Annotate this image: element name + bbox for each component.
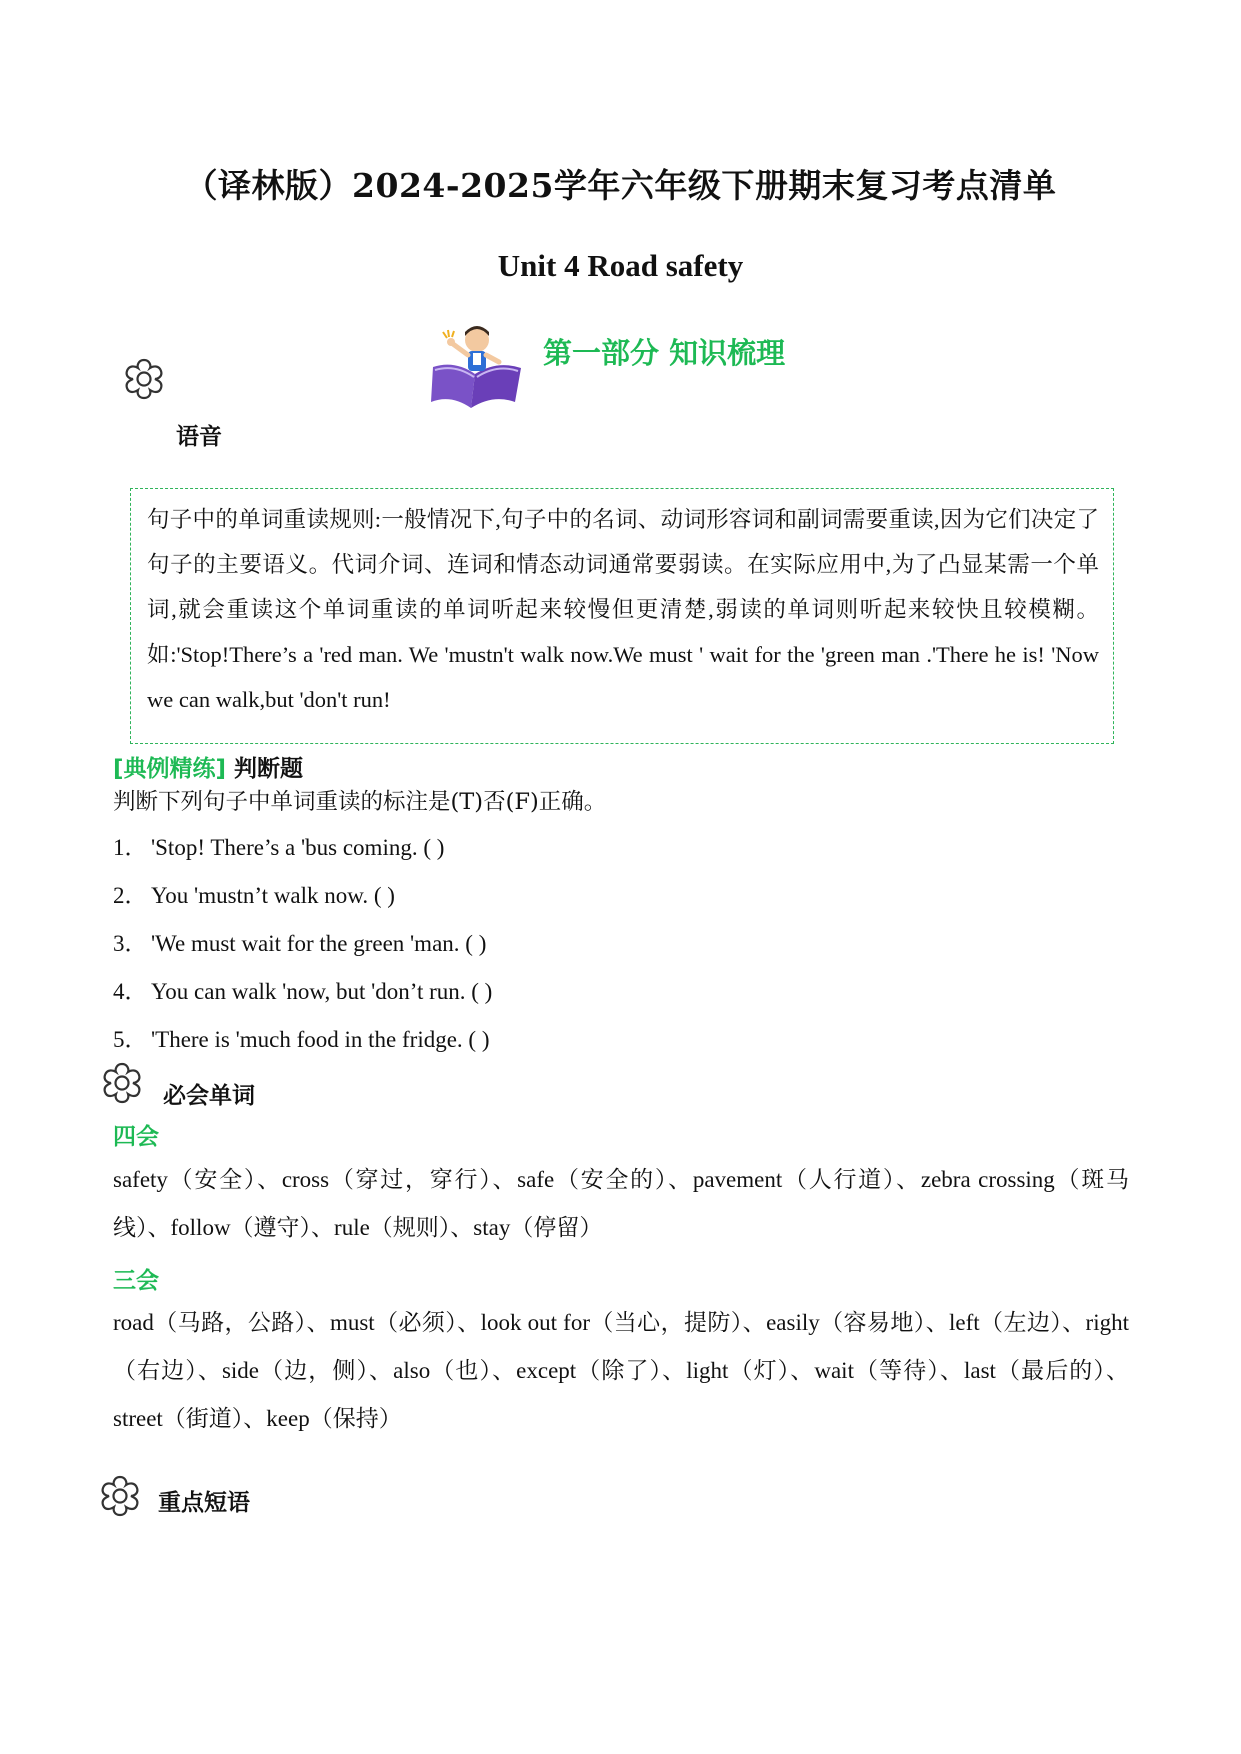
exercise-item: [113, 1022, 492, 1070]
phonetics-rule-text: 句子中的单词重读规则:一般情况下,句子中的名词、动词形容词和副词需要重读,因为它们决定了句子的主要语义。代词介词、连词和情态动词通常要弱读。在实际应用中,为了凸显某需一个单词,就会重读这个单词重读的单词听起来较慢但更清楚,弱读的单词则听起来较快且较模糊。如:'Stop!There’s a 'red man. We 'mustn't walk now.We must ' wait for the 'green man .'There he is! 'Now we can walk,but 'don't run!: [147, 507, 1099, 712]
flower-icon: [96, 1472, 144, 1520]
exercise-label-tag: [典例精练]: [113, 756, 227, 782]
exercise-item: [113, 878, 492, 926]
boy-with-book-icon: [425, 322, 527, 410]
four-skills-label: 四会: [113, 1124, 159, 1150]
exercise-list: [113, 830, 492, 1070]
item-text: 'There is 'much food in the fridge. ( ): [151, 1027, 490, 1052]
item-number: 4．: [113, 979, 148, 1004]
item-text: You 'mustn’t walk now. ( ): [151, 883, 395, 908]
exercise-item: [113, 974, 492, 1022]
flower-icon: [98, 1059, 146, 1107]
item-text: 'Stop! There’s a 'bus coming. ( ): [151, 835, 445, 860]
section-heading-phrases: 重点短语: [158, 1490, 250, 1516]
exercise-item: [113, 926, 492, 974]
four-skills-words: safety（安全）、cross（穿过，穿行）、safe（安全的）、pavement（人行道）、zebra crossing（斑马线）、follow（遵守）、rule（规则）、stay（停留）: [113, 1167, 1129, 1240]
exercise-item: [113, 830, 492, 878]
three-skills-words: road（马路，公路）、must（必须）、look out for（当心，提防）、easily（容易地）、left（左边）、right（右边）、side（边，侧）、also（也）、except（除了）、light（灯）、wait（等待）、last（最后的）、street（街道）、keep（保持）: [113, 1310, 1129, 1431]
document-title: （译林版）2024-2025学年六年级下册期末复习考点清单: [184, 166, 1057, 205]
unit-title: Unit 4 Road safety: [497, 248, 744, 283]
item-text: 'We must wait for the green 'man. ( ): [151, 931, 487, 956]
part-title: 第一部分 知识梳理: [543, 336, 786, 370]
phonetics-rule-box: [130, 488, 1114, 744]
exercise-instruction: 判断下列句子中单词重读的标注是(T)否(F)正确。: [113, 789, 607, 815]
item-number: 2．: [113, 883, 148, 908]
exercise-label-type: 判断题: [226, 756, 304, 782]
section-heading-phonetics: 语音: [176, 424, 222, 450]
exercise-label: [113, 750, 303, 783]
item-number: 5．: [113, 1027, 148, 1052]
flower-icon: [120, 355, 168, 403]
item-number: 1．: [113, 835, 148, 860]
item-number: 3．: [113, 931, 148, 956]
section-heading-vocabulary: 必会单词: [163, 1083, 255, 1109]
item-text: You can walk 'now, but 'don’t run. ( ): [151, 979, 493, 1004]
three-skills-label: 三会: [113, 1268, 159, 1294]
